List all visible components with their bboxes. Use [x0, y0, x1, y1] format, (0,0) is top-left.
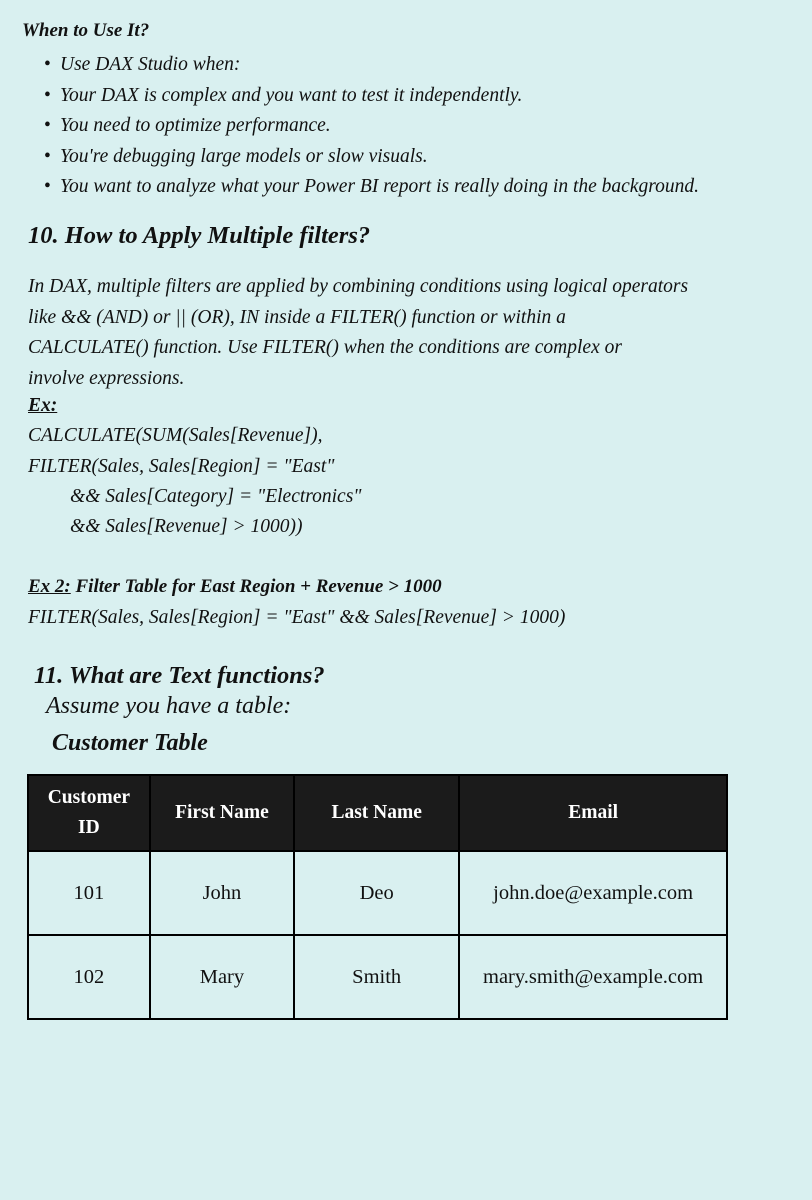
- section-11-intro: Assume you have a table:: [46, 693, 292, 719]
- code-line: FILTER(Sales, Sales[Region] = "East": [28, 456, 335, 477]
- example-2-code: FILTER(Sales, Sales[Region] = "East" && Sales[Revenue] > 1000): [28, 607, 566, 628]
- paragraph-line: like && (AND) or || (OR), IN inside a FILTER() function or within a: [28, 306, 566, 328]
- bullet-icon: •: [44, 145, 51, 167]
- table-row: [28, 851, 727, 935]
- example-2-label: Ex 2:: [28, 576, 71, 597]
- example-2-heading: [28, 576, 442, 598]
- when-to-use-heading: When to Use It?: [22, 20, 150, 41]
- table-cell: 102: [28, 935, 150, 1019]
- code-line: CALCULATE(SUM(Sales[Revenue]),: [28, 425, 323, 446]
- code-line: && Sales[Category] = "Electronics": [70, 486, 362, 507]
- when-to-use-list: [44, 52, 699, 205]
- column-header-email: Email: [459, 775, 727, 851]
- bullet-icon: •: [44, 115, 51, 136]
- table-row: [28, 935, 727, 1019]
- table-cell: mary.smith@example.com: [459, 935, 727, 1019]
- paragraph-line: CALCULATE() function. Use FILTER() when the conditions are complex or: [28, 337, 622, 358]
- column-header-customer-id: Customer ID: [28, 775, 150, 851]
- example-2-title: Filter Table for East Region + Revenue > 1000: [70, 576, 442, 597]
- table-cell: Deo: [294, 851, 459, 935]
- section-11-heading: 11. What are Text functions?: [34, 662, 325, 689]
- table-cell: Smith: [294, 935, 459, 1019]
- list-item: • You want to analyze what your Power BI report is really doing in the background.: [44, 174, 699, 205]
- list-item: • You're debugging large models or slow visuals.: [44, 144, 699, 175]
- list-item: • Use DAX Studio when:: [44, 52, 699, 83]
- table-cell: 101: [28, 851, 150, 935]
- code-line: && Sales[Revenue] > 1000)): [70, 516, 303, 537]
- table-cell: Mary: [150, 935, 294, 1019]
- bullet-icon: •: [44, 176, 51, 197]
- paragraph-line: involve expressions.: [28, 367, 185, 389]
- table-title: Customer Table: [52, 730, 208, 756]
- table-cell: john.doe@example.com: [459, 851, 727, 935]
- example-label: Ex:: [28, 395, 58, 416]
- list-item: • Your DAX is complex and you want to test it independently.: [44, 83, 699, 114]
- bullet-icon: •: [44, 84, 51, 106]
- bullet-icon: •: [44, 54, 51, 75]
- column-header-first-name: First Name: [150, 775, 294, 851]
- table-cell: John: [150, 851, 294, 935]
- paragraph-line: In DAX, multiple filters are applied by combining conditions using logical operators: [28, 276, 689, 297]
- customer-table: [27, 774, 728, 1020]
- section-10-paragraph: [28, 272, 788, 394]
- table-header-row: [28, 775, 727, 851]
- section-10-heading: 10. How to Apply Multiple filters?: [28, 222, 371, 249]
- list-item: • You need to optimize performance.: [44, 113, 699, 144]
- column-header-last-name: Last Name: [294, 775, 459, 851]
